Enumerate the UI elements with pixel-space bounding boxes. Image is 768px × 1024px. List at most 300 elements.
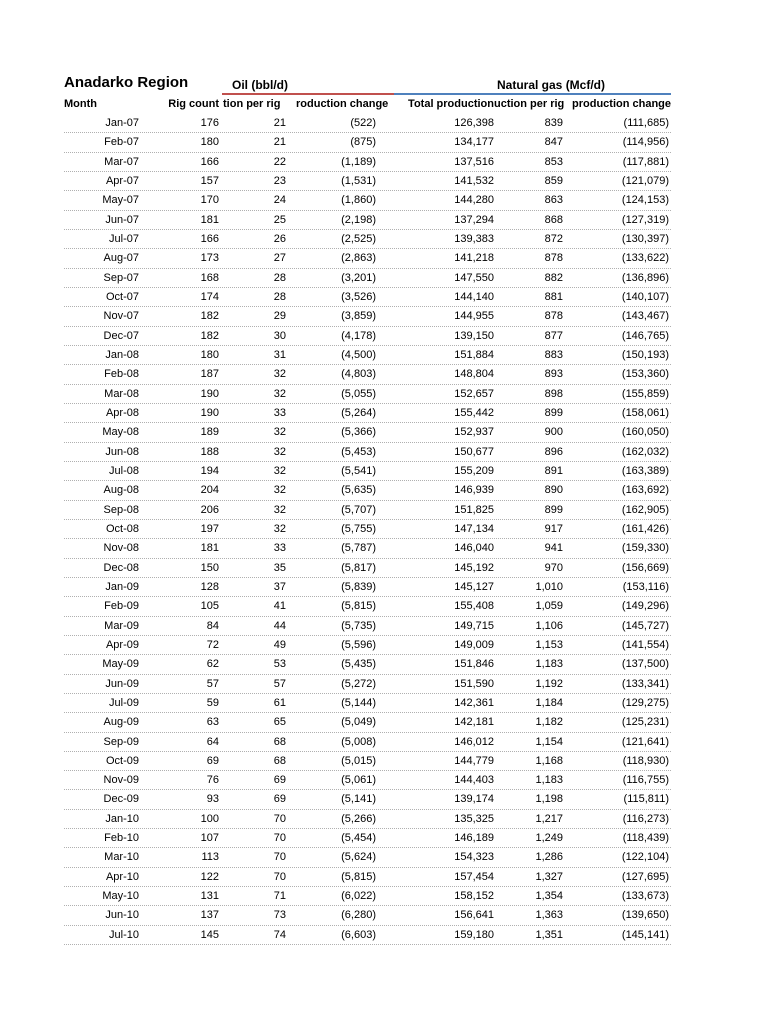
col-header-gas-production-per-rig[interactable]: uction per rig xyxy=(494,98,565,110)
cell-oil-production-change[interactable]: (5,735) xyxy=(341,619,376,632)
cell-month[interactable]: Apr-07 xyxy=(105,174,139,187)
cell-oil-production-change[interactable]: (1,860) xyxy=(341,194,376,207)
cell-oil-production-per-rig[interactable]: 26 xyxy=(273,232,286,245)
cell-rig-count[interactable]: 72 xyxy=(206,638,219,651)
cell-month[interactable]: Mar-08 xyxy=(104,387,139,400)
cell-month[interactable]: Nov-07 xyxy=(103,310,139,323)
cell-gas-production-change[interactable]: (156,669) xyxy=(621,561,669,574)
cell-gas-total-production[interactable]: 135,325 xyxy=(454,812,494,825)
cell-oil-production-change[interactable]: (3,526) xyxy=(341,290,376,303)
cell-oil-production-per-rig[interactable]: 32 xyxy=(273,464,286,477)
cell-oil-production-per-rig[interactable]: 69 xyxy=(273,774,286,787)
cell-month[interactable]: Mar-07 xyxy=(104,155,139,168)
cell-rig-count[interactable]: 188 xyxy=(200,445,219,458)
cell-gas-total-production[interactable]: 139,383 xyxy=(454,232,494,245)
cell-gas-total-production[interactable]: 152,937 xyxy=(454,426,494,439)
cell-rig-count[interactable]: 137 xyxy=(200,909,219,922)
cell-gas-production-change[interactable]: (114,956) xyxy=(622,136,669,149)
cell-oil-production-per-rig[interactable]: 32 xyxy=(273,387,286,400)
cell-oil-production-per-rig[interactable]: 25 xyxy=(273,213,286,226)
cell-rig-count[interactable]: 64 xyxy=(206,735,219,748)
cell-oil-production-per-rig[interactable]: 31 xyxy=(273,348,286,361)
cell-gas-total-production[interactable]: 144,955 xyxy=(454,310,494,323)
cell-rig-count[interactable]: 190 xyxy=(200,406,219,419)
cell-oil-production-change[interactable]: (5,144) xyxy=(341,696,376,709)
cell-oil-production-change[interactable]: (5,266) xyxy=(341,812,376,825)
cell-gas-production-per-rig[interactable]: 1,217 xyxy=(535,812,563,825)
cell-gas-total-production[interactable]: 151,590 xyxy=(454,677,494,690)
cell-month[interactable]: Jan-07 xyxy=(105,117,139,129)
cell-month[interactable]: Feb-08 xyxy=(104,368,139,381)
cell-gas-production-change[interactable]: (162,032) xyxy=(621,445,669,458)
cell-gas-production-per-rig[interactable]: 863 xyxy=(544,194,563,207)
cell-gas-total-production[interactable]: 145,127 xyxy=(454,580,494,593)
cell-gas-production-change[interactable]: (121,079) xyxy=(621,174,669,187)
cell-oil-production-change[interactable]: (5,061) xyxy=(341,774,376,787)
col-header-month[interactable]: Month xyxy=(64,98,97,110)
cell-oil-production-per-rig[interactable]: 44 xyxy=(273,619,286,632)
cell-rig-count[interactable]: 131 xyxy=(200,890,219,903)
cell-gas-production-change[interactable]: (149,296) xyxy=(621,600,669,613)
cell-rig-count[interactable]: 84 xyxy=(206,619,219,632)
cell-gas-production-per-rig[interactable]: 839 xyxy=(544,117,563,129)
cell-gas-production-per-rig[interactable]: 1,168 xyxy=(535,754,563,767)
cell-gas-production-change[interactable]: (133,673) xyxy=(621,890,669,903)
cell-gas-total-production[interactable]: 147,550 xyxy=(454,271,494,284)
cell-oil-production-per-rig[interactable]: 68 xyxy=(273,754,286,767)
cell-oil-production-per-rig[interactable]: 33 xyxy=(273,542,286,555)
cell-month[interactable]: Mar-10 xyxy=(104,851,139,864)
cell-gas-production-change[interactable]: (153,116) xyxy=(622,580,669,593)
cell-gas-production-change[interactable]: (125,231) xyxy=(621,716,669,729)
cell-gas-total-production[interactable]: 151,884 xyxy=(454,348,494,361)
cell-month[interactable]: Jul-07 xyxy=(109,232,139,245)
cell-oil-production-change[interactable]: (5,008) xyxy=(341,735,376,748)
cell-rig-count[interactable]: 128 xyxy=(200,580,219,593)
cell-month[interactable]: Nov-08 xyxy=(103,542,139,555)
cell-gas-production-change[interactable]: (139,650) xyxy=(621,909,669,922)
cell-oil-production-per-rig[interactable]: 35 xyxy=(273,561,286,574)
cell-month[interactable]: Jul-08 xyxy=(109,464,139,477)
cell-gas-production-per-rig[interactable]: 896 xyxy=(544,445,563,458)
cell-oil-production-change[interactable]: (2,198) xyxy=(341,213,376,226)
cell-gas-total-production[interactable]: 157,454 xyxy=(454,870,494,883)
cell-month[interactable]: May-08 xyxy=(102,426,139,439)
cell-rig-count[interactable]: 182 xyxy=(200,310,219,323)
cell-month[interactable]: Aug-07 xyxy=(103,252,139,265)
cell-gas-production-per-rig[interactable]: 1,354 xyxy=(535,890,563,903)
cell-oil-production-change[interactable]: (2,863) xyxy=(341,252,376,265)
cell-oil-production-change[interactable]: (5,755) xyxy=(341,522,376,535)
cell-gas-production-per-rig[interactable]: 1,198 xyxy=(535,793,563,806)
cell-gas-production-change[interactable]: (116,755) xyxy=(622,774,669,787)
cell-gas-production-change[interactable]: (137,500) xyxy=(621,658,669,671)
cell-gas-production-per-rig[interactable]: 1,327 xyxy=(535,870,563,883)
cell-rig-count[interactable]: 190 xyxy=(200,387,219,400)
cell-rig-count[interactable]: 181 xyxy=(200,542,219,555)
cell-month[interactable]: Dec-09 xyxy=(103,793,139,806)
cell-gas-total-production[interactable]: 139,174 xyxy=(454,793,494,806)
cell-gas-total-production[interactable]: 146,040 xyxy=(454,542,494,555)
cell-gas-production-per-rig[interactable]: 859 xyxy=(544,174,563,187)
cell-month[interactable]: Apr-10 xyxy=(105,870,139,883)
cell-rig-count[interactable]: 62 xyxy=(206,658,219,671)
cell-rig-count[interactable]: 157 xyxy=(200,174,219,187)
cell-gas-production-change[interactable]: (140,107) xyxy=(621,290,669,303)
cell-rig-count[interactable]: 180 xyxy=(200,348,219,361)
cell-month[interactable]: Aug-08 xyxy=(103,484,139,497)
cell-gas-production-per-rig[interactable]: 891 xyxy=(544,464,563,477)
cell-gas-total-production[interactable]: 145,192 xyxy=(454,561,494,574)
cell-gas-production-per-rig[interactable]: 898 xyxy=(544,387,563,400)
cell-oil-production-change[interactable]: (5,787) xyxy=(341,542,376,555)
cell-month[interactable]: Dec-07 xyxy=(103,329,139,342)
cell-gas-production-per-rig[interactable]: 1,106 xyxy=(535,619,563,632)
cell-rig-count[interactable]: 107 xyxy=(200,832,219,845)
cell-gas-total-production[interactable]: 144,403 xyxy=(454,774,494,787)
cell-oil-production-change[interactable]: (3,201) xyxy=(341,271,376,284)
cell-gas-production-per-rig[interactable]: 1,154 xyxy=(535,735,563,748)
cell-gas-production-change[interactable]: (117,881) xyxy=(622,155,669,168)
cell-gas-production-change[interactable]: (159,330) xyxy=(621,542,669,555)
cell-gas-production-change[interactable]: (162,905) xyxy=(621,503,669,516)
cell-gas-production-per-rig[interactable]: 878 xyxy=(544,310,563,323)
cell-oil-production-per-rig[interactable]: 68 xyxy=(273,735,286,748)
cell-oil-production-change[interactable]: (4,500) xyxy=(341,348,376,361)
cell-gas-production-change[interactable]: (111,685) xyxy=(623,117,669,129)
cell-gas-production-per-rig[interactable]: 1,153 xyxy=(535,638,563,651)
cell-gas-production-per-rig[interactable]: 1,286 xyxy=(535,851,563,864)
cell-month[interactable]: Jun-10 xyxy=(105,909,139,922)
cell-gas-production-per-rig[interactable]: 941 xyxy=(544,542,563,555)
cell-gas-production-per-rig[interactable]: 899 xyxy=(544,503,563,516)
cell-oil-production-change[interactable]: (5,055) xyxy=(341,387,376,400)
cell-gas-production-per-rig[interactable]: 899 xyxy=(544,406,563,419)
cell-rig-count[interactable]: 206 xyxy=(200,503,219,516)
cell-gas-production-change[interactable]: (145,727) xyxy=(621,619,669,632)
cell-gas-production-per-rig[interactable]: 893 xyxy=(544,368,563,381)
cell-oil-production-per-rig[interactable]: 28 xyxy=(273,290,286,303)
cell-month[interactable]: Jun-09 xyxy=(105,677,139,690)
cell-gas-total-production[interactable]: 155,442 xyxy=(454,406,494,419)
cell-gas-production-change[interactable]: (163,692) xyxy=(621,484,669,497)
cell-gas-production-per-rig[interactable]: 882 xyxy=(544,271,563,284)
cell-gas-production-change[interactable]: (153,360) xyxy=(621,368,669,381)
cell-month[interactable]: Sep-09 xyxy=(103,735,139,748)
cell-rig-count[interactable]: 166 xyxy=(200,232,219,245)
cell-rig-count[interactable]: 122 xyxy=(200,870,219,883)
cell-gas-production-per-rig[interactable]: 847 xyxy=(544,136,563,149)
cell-oil-production-change[interactable]: (5,541) xyxy=(341,464,376,477)
cell-month[interactable]: Apr-09 xyxy=(105,638,139,651)
cell-gas-total-production[interactable]: 156,641 xyxy=(454,909,494,922)
cell-rig-count[interactable]: 57 xyxy=(206,677,219,690)
col-header-gas-total-production[interactable]: Total production xyxy=(408,98,494,110)
cell-gas-production-per-rig[interactable]: 1,249 xyxy=(535,832,563,845)
cell-oil-production-per-rig[interactable]: 69 xyxy=(273,793,286,806)
cell-gas-production-per-rig[interactable]: 1,351 xyxy=(535,928,563,941)
cell-rig-count[interactable]: 166 xyxy=(200,155,219,168)
cell-gas-production-per-rig[interactable]: 1,183 xyxy=(535,774,563,787)
cell-gas-production-change[interactable]: (130,397) xyxy=(621,232,669,245)
cell-gas-production-per-rig[interactable]: 853 xyxy=(544,155,563,168)
cell-rig-count[interactable]: 173 xyxy=(200,252,219,265)
cell-oil-production-per-rig[interactable]: 28 xyxy=(273,271,286,284)
cell-gas-total-production[interactable]: 159,180 xyxy=(454,928,494,941)
cell-oil-production-per-rig[interactable]: 22 xyxy=(273,155,286,168)
cell-gas-production-change[interactable]: (161,426) xyxy=(621,522,669,535)
cell-oil-production-per-rig[interactable]: 27 xyxy=(273,252,286,265)
cell-oil-production-change[interactable]: (5,366) xyxy=(341,426,376,439)
cell-gas-total-production[interactable]: 150,677 xyxy=(454,445,494,458)
cell-oil-production-change[interactable]: (875) xyxy=(350,136,376,149)
cell-month[interactable]: Oct-08 xyxy=(105,522,139,535)
cell-oil-production-per-rig[interactable]: 65 xyxy=(273,716,286,729)
cell-gas-total-production[interactable]: 151,825 xyxy=(454,503,494,516)
cell-oil-production-per-rig[interactable]: 70 xyxy=(273,812,286,825)
cell-oil-production-per-rig[interactable]: 21 xyxy=(273,136,286,149)
cell-oil-production-change[interactable]: (5,596) xyxy=(341,638,376,651)
cell-gas-total-production[interactable]: 146,189 xyxy=(454,832,494,845)
cell-gas-production-change[interactable]: (118,930) xyxy=(622,754,669,767)
cell-month[interactable]: Dec-08 xyxy=(103,561,139,574)
cell-oil-production-per-rig[interactable]: 32 xyxy=(273,426,286,439)
cell-month[interactable]: Jun-07 xyxy=(105,213,139,226)
cell-oil-production-per-rig[interactable]: 73 xyxy=(273,909,286,922)
cell-oil-production-change[interactable]: (5,817) xyxy=(341,561,376,574)
cell-gas-total-production[interactable]: 134,177 xyxy=(454,136,494,149)
cell-oil-production-change[interactable]: (5,839) xyxy=(341,580,376,593)
cell-gas-total-production[interactable]: 142,361 xyxy=(454,696,494,709)
col-header-oil-production-per-rig[interactable]: tion per rig xyxy=(223,98,281,110)
cell-oil-production-change[interactable]: (2,525) xyxy=(341,232,376,245)
cell-gas-production-per-rig[interactable]: 1,183 xyxy=(535,658,563,671)
cell-month[interactable]: Mar-09 xyxy=(104,619,139,632)
cell-oil-production-per-rig[interactable]: 21 xyxy=(273,117,286,129)
cell-gas-total-production[interactable]: 155,209 xyxy=(454,464,494,477)
cell-month[interactable]: May-10 xyxy=(102,890,139,903)
cell-oil-production-change[interactable]: (5,815) xyxy=(341,870,376,883)
cell-oil-production-change[interactable]: (5,272) xyxy=(341,677,376,690)
cell-gas-production-change[interactable]: (163,389) xyxy=(621,464,669,477)
cell-rig-count[interactable]: 59 xyxy=(206,696,219,709)
cell-oil-production-per-rig[interactable]: 33 xyxy=(273,406,286,419)
cell-rig-count[interactable]: 105 xyxy=(200,600,219,613)
cell-month[interactable]: Sep-07 xyxy=(103,271,139,284)
cell-month[interactable]: Jan-10 xyxy=(105,812,139,825)
cell-rig-count[interactable]: 181 xyxy=(200,213,219,226)
col-header-rig-count[interactable]: Rig count xyxy=(168,98,219,110)
cell-oil-production-per-rig[interactable]: 71 xyxy=(273,890,286,903)
cell-month[interactable]: Jul-10 xyxy=(109,928,139,941)
cell-oil-production-per-rig[interactable]: 37 xyxy=(273,580,286,593)
cell-gas-production-change[interactable]: (127,695) xyxy=(621,870,669,883)
cell-oil-production-change[interactable]: (6,603) xyxy=(341,928,376,941)
cell-month[interactable]: Oct-07 xyxy=(105,290,139,303)
cell-gas-production-change[interactable]: (116,273) xyxy=(622,812,669,825)
cell-oil-production-change[interactable]: (5,707) xyxy=(341,503,376,516)
cell-gas-total-production[interactable]: 154,323 xyxy=(454,851,494,864)
cell-gas-production-change[interactable]: (115,811) xyxy=(623,793,669,806)
cell-gas-production-change[interactable]: (160,050) xyxy=(621,426,669,439)
cell-gas-production-change[interactable]: (124,153) xyxy=(621,194,669,207)
cell-gas-total-production[interactable]: 144,779 xyxy=(454,754,494,767)
cell-month[interactable]: Feb-07 xyxy=(104,136,139,149)
cell-gas-production-change[interactable]: (122,104) xyxy=(621,851,669,864)
cell-month[interactable]: Oct-09 xyxy=(105,754,139,767)
cell-gas-total-production[interactable]: 146,939 xyxy=(454,484,494,497)
cell-gas-production-change[interactable]: (133,341) xyxy=(621,677,669,690)
cell-gas-production-per-rig[interactable]: 1,010 xyxy=(535,580,563,593)
cell-oil-production-per-rig[interactable]: 61 xyxy=(273,696,286,709)
cell-gas-production-change[interactable]: (118,439) xyxy=(622,832,669,845)
cell-oil-production-change[interactable]: (5,141) xyxy=(341,793,376,806)
cell-oil-production-change[interactable]: (5,453) xyxy=(341,445,376,458)
cell-gas-production-per-rig[interactable]: 1,363 xyxy=(535,909,563,922)
cell-oil-production-per-rig[interactable]: 74 xyxy=(273,928,286,941)
cell-gas-total-production[interactable]: 158,152 xyxy=(454,890,494,903)
cell-gas-total-production[interactable]: 139,150 xyxy=(454,329,494,342)
cell-oil-production-change[interactable]: (5,264) xyxy=(341,406,376,419)
cell-oil-production-change[interactable]: (4,803) xyxy=(341,368,376,381)
cell-month[interactable]: Feb-10 xyxy=(104,832,139,845)
cell-oil-production-change[interactable]: (5,435) xyxy=(341,658,376,671)
cell-oil-production-per-rig[interactable]: 32 xyxy=(273,522,286,535)
cell-gas-total-production[interactable]: 141,532 xyxy=(454,174,494,187)
col-header-gas-production-change[interactable]: production change xyxy=(572,98,671,110)
cell-rig-count[interactable]: 180 xyxy=(200,136,219,149)
cell-rig-count[interactable]: 170 xyxy=(200,194,219,207)
cell-gas-total-production[interactable]: 147,134 xyxy=(454,522,494,535)
cell-month[interactable]: Feb-09 xyxy=(104,600,139,613)
cell-oil-production-change[interactable]: (5,635) xyxy=(341,484,376,497)
cell-oil-production-change[interactable]: (5,624) xyxy=(341,851,376,864)
cell-gas-total-production[interactable]: 137,294 xyxy=(454,213,494,226)
cell-oil-production-per-rig[interactable]: 49 xyxy=(273,638,286,651)
cell-gas-production-change[interactable]: (146,765) xyxy=(621,329,669,342)
cell-gas-production-change[interactable]: (143,467) xyxy=(621,310,669,323)
cell-rig-count[interactable]: 76 xyxy=(206,774,219,787)
cell-oil-production-change[interactable]: (522) xyxy=(350,117,376,129)
cell-oil-production-change[interactable]: (3,859) xyxy=(341,310,376,323)
cell-gas-total-production[interactable]: 137,516 xyxy=(454,155,494,168)
cell-rig-count[interactable]: 145 xyxy=(200,928,219,941)
cell-rig-count[interactable]: 168 xyxy=(200,271,219,284)
cell-month[interactable]: May-09 xyxy=(102,658,139,671)
cell-gas-total-production[interactable]: 144,280 xyxy=(454,194,494,207)
cell-gas-production-per-rig[interactable]: 1,182 xyxy=(535,716,563,729)
cell-oil-production-change[interactable]: (1,189) xyxy=(341,155,376,168)
cell-oil-production-per-rig[interactable]: 70 xyxy=(273,832,286,845)
cell-rig-count[interactable]: 174 xyxy=(200,290,219,303)
cell-rig-count[interactable]: 100 xyxy=(200,812,219,825)
cell-rig-count[interactable]: 150 xyxy=(200,561,219,574)
cell-gas-production-per-rig[interactable]: 890 xyxy=(544,484,563,497)
cell-gas-production-change[interactable]: (150,193) xyxy=(621,348,669,361)
cell-gas-total-production[interactable]: 151,846 xyxy=(454,658,494,671)
cell-month[interactable]: May-07 xyxy=(102,194,139,207)
cell-rig-count[interactable]: 69 xyxy=(206,754,219,767)
cell-gas-production-per-rig[interactable]: 877 xyxy=(544,329,563,342)
cell-month[interactable]: Apr-08 xyxy=(105,406,139,419)
cell-gas-total-production[interactable]: 144,140 xyxy=(454,290,494,303)
cell-oil-production-change[interactable]: (5,815) xyxy=(341,600,376,613)
cell-rig-count[interactable]: 204 xyxy=(200,484,219,497)
cell-gas-production-per-rig[interactable]: 878 xyxy=(544,252,563,265)
cell-oil-production-change[interactable]: (1,531) xyxy=(341,174,376,187)
cell-gas-total-production[interactable]: 152,657 xyxy=(454,387,494,400)
cell-rig-count[interactable]: 182 xyxy=(200,329,219,342)
cell-gas-production-per-rig[interactable]: 883 xyxy=(544,348,563,361)
cell-oil-production-per-rig[interactable]: 32 xyxy=(273,368,286,381)
cell-oil-production-per-rig[interactable]: 23 xyxy=(273,174,286,187)
cell-gas-production-change[interactable]: (121,641) xyxy=(621,735,669,748)
cell-gas-production-per-rig[interactable]: 970 xyxy=(544,561,563,574)
cell-oil-production-per-rig[interactable]: 32 xyxy=(273,484,286,497)
cell-rig-count[interactable]: 197 xyxy=(200,522,219,535)
cell-month[interactable]: Jan-08 xyxy=(105,348,139,361)
cell-gas-total-production[interactable]: 155,408 xyxy=(454,600,494,613)
cell-rig-count[interactable]: 176 xyxy=(200,117,219,129)
cell-gas-total-production[interactable]: 149,009 xyxy=(454,638,494,651)
cell-gas-production-per-rig[interactable]: 868 xyxy=(544,213,563,226)
cell-gas-production-per-rig[interactable]: 872 xyxy=(544,232,563,245)
cell-gas-production-per-rig[interactable]: 917 xyxy=(544,522,563,535)
cell-gas-total-production[interactable]: 126,398 xyxy=(454,117,494,129)
cell-oil-production-per-rig[interactable]: 30 xyxy=(273,329,286,342)
cell-oil-production-per-rig[interactable]: 70 xyxy=(273,870,286,883)
cell-gas-production-change[interactable]: (155,859) xyxy=(621,387,669,400)
cell-gas-production-per-rig[interactable]: 1,059 xyxy=(535,600,563,613)
cell-oil-production-per-rig[interactable]: 41 xyxy=(273,600,286,613)
cell-gas-production-change[interactable]: (158,061) xyxy=(621,406,669,419)
cell-month[interactable]: Jul-09 xyxy=(109,696,139,709)
cell-oil-production-change[interactable]: (4,178) xyxy=(341,329,376,342)
cell-gas-production-per-rig[interactable]: 1,184 xyxy=(535,696,563,709)
cell-oil-production-per-rig[interactable]: 57 xyxy=(273,677,286,690)
cell-month[interactable]: Jun-08 xyxy=(105,445,139,458)
cell-rig-count[interactable]: 189 xyxy=(200,426,219,439)
cell-rig-count[interactable]: 194 xyxy=(200,464,219,477)
cell-gas-production-change[interactable]: (133,622) xyxy=(621,252,669,265)
cell-oil-production-change[interactable]: (6,022) xyxy=(341,890,376,903)
cell-gas-production-change[interactable]: (141,554) xyxy=(621,638,669,651)
cell-gas-total-production[interactable]: 146,012 xyxy=(454,735,494,748)
cell-oil-production-per-rig[interactable]: 32 xyxy=(273,503,286,516)
cell-oil-production-change[interactable]: (5,015) xyxy=(341,754,376,767)
cell-gas-total-production[interactable]: 141,218 xyxy=(454,252,494,265)
cell-rig-count[interactable]: 93 xyxy=(206,793,219,806)
cell-month[interactable]: Aug-09 xyxy=(103,716,139,729)
col-header-oil-production-change[interactable]: roduction change xyxy=(296,98,389,110)
cell-oil-production-per-rig[interactable]: 32 xyxy=(273,445,286,458)
cell-oil-production-per-rig[interactable]: 70 xyxy=(273,851,286,864)
cell-oil-production-per-rig[interactable]: 53 xyxy=(273,658,286,671)
cell-gas-production-per-rig[interactable]: 881 xyxy=(544,290,563,303)
cell-oil-production-per-rig[interactable]: 24 xyxy=(273,194,286,207)
cell-gas-production-change[interactable]: (127,319) xyxy=(621,213,669,226)
cell-month[interactable]: Nov-09 xyxy=(103,774,139,787)
cell-gas-production-change[interactable]: (136,896) xyxy=(621,271,669,284)
cell-oil-production-per-rig[interactable]: 29 xyxy=(273,310,286,323)
cell-oil-production-change[interactable]: (5,049) xyxy=(341,716,376,729)
cell-month[interactable]: Sep-08 xyxy=(103,503,139,516)
cell-rig-count[interactable]: 187 xyxy=(200,368,219,381)
cell-gas-production-per-rig[interactable]: 900 xyxy=(544,426,563,439)
cell-gas-total-production[interactable]: 149,715 xyxy=(454,619,494,632)
cell-rig-count[interactable]: 63 xyxy=(206,716,219,729)
cell-gas-production-change[interactable]: (129,275) xyxy=(621,696,669,709)
